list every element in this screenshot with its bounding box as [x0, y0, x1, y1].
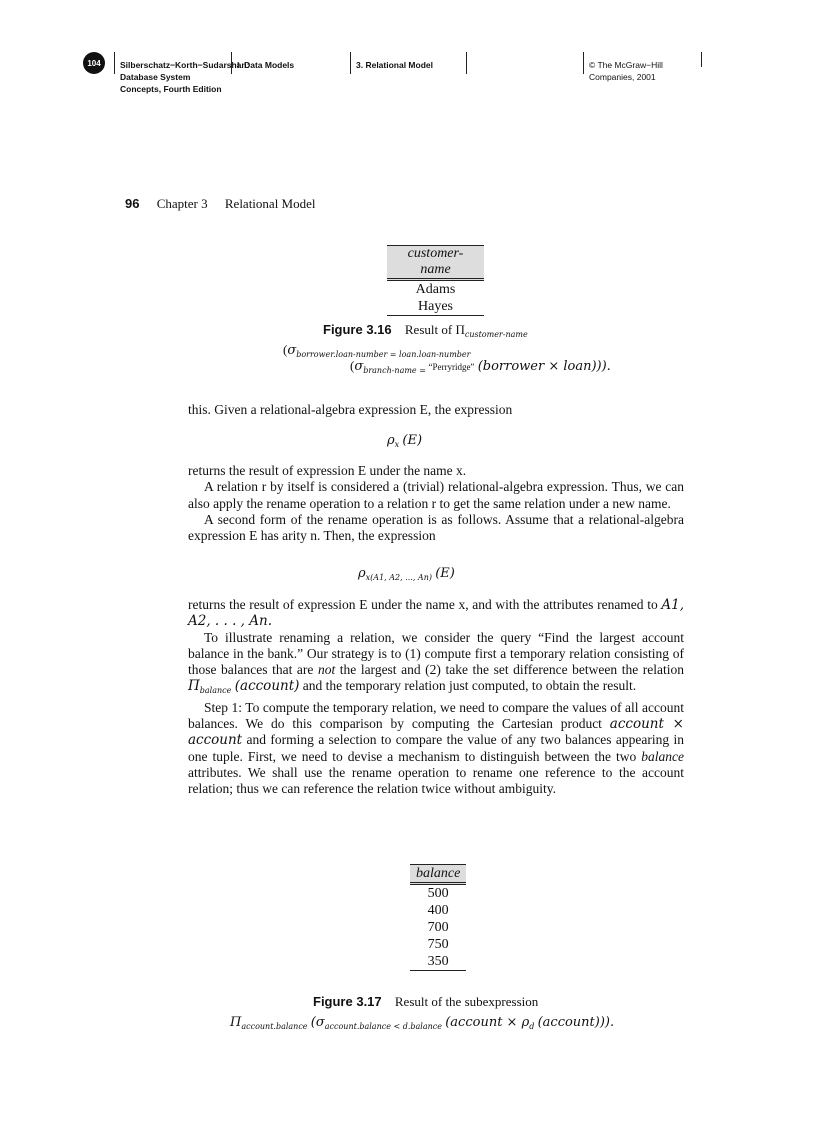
table-cell: 700 [427, 920, 449, 935]
table-cell: Hayes [387, 298, 484, 316]
rho-symbol: ρ [387, 433, 395, 448]
header-edition: Concepts, Fourth Edition [120, 84, 222, 94]
text-run: and the temporary relation just computed, to obtain the result. [299, 678, 637, 694]
header-book-info [114, 52, 250, 94]
page-badge: 104 [83, 52, 105, 74]
expression-rest: (borrower × loan))). [477, 359, 611, 374]
selection-constant: “Perryridge” [428, 362, 475, 372]
text-run: Step 1: To compute the temporary relation, we need to compare the values of all account balances. We do this comparison by computing the Cartesian product [188, 699, 684, 732]
emphasis: balance [641, 748, 684, 764]
table-cell: 350 [410, 953, 466, 971]
caption-text: Result of the subexpression [394, 994, 539, 1009]
paragraph-text: A relation r by itself is considered a (trivial) relational-algebra expression. Thus, we can also apply the rename operation to a relation r to get the same relation under a new name. [188, 479, 684, 511]
rho-argument: (E) [435, 566, 455, 581]
pi-subscript: account.balance [241, 1022, 308, 1031]
column-header: customer-name [387, 246, 484, 280]
rho-argument: (E) [402, 433, 423, 448]
header-part: I. Data Models [231, 52, 349, 74]
paren: ( [350, 358, 355, 373]
paragraph-text [188, 700, 684, 798]
figure-3-16-caption [323, 322, 528, 339]
text-run: and forming a selection to compare the value of any two balances appearing in one tuple. First, we need to devise a mechanism to distinguish between the two [188, 732, 684, 764]
header-copyright [583, 52, 699, 82]
column-header: balance [410, 865, 466, 884]
rho-subscript: d [529, 1022, 535, 1031]
header-authors: Silberschatz−Korth−Sudarshan: [120, 60, 250, 70]
paragraph-text: this. Given a relational-algebra expression E, the expression [188, 402, 513, 417]
header-blank [466, 52, 582, 74]
table-cell: 500 [427, 886, 449, 901]
selection-predicate: borrower.loan-number = loan.loan-number [296, 350, 471, 359]
customer-name-table [387, 245, 484, 316]
sigma-symbol: (σ [310, 1015, 325, 1030]
text-run: the largest and (2) take the set difference between the relation [335, 662, 684, 678]
pi-subscript: balance [199, 686, 232, 696]
table-cell: 750 [427, 937, 449, 952]
expression-rest: (account × ρ [445, 1015, 530, 1030]
figure-3-17-expr [230, 1014, 614, 1031]
copyright-line2: Companies, 2001 [589, 72, 656, 82]
rho-subscript: x [394, 440, 400, 449]
copyright-line1: © The McGraw−Hill [589, 60, 663, 70]
text-run: To illustrate renaming a relation, we consider the query “Find the largest account balance in the bank.” Our strategy is to (1) compute first a temporary relation consisting of those balances that are [188, 629, 684, 678]
figure-3-16-expr-line2 [350, 358, 611, 375]
running-chapter: Chapter 3 [156, 196, 208, 211]
pi-argument: (account) [234, 678, 300, 695]
table-cell: Adams [415, 282, 456, 297]
paren: ( [283, 342, 288, 357]
equation-2 [358, 565, 455, 582]
paragraph-text: A second form of the rename operation is as follows. Assume that a relational-algebra expression E has arity n. Then, the expression [188, 511, 684, 544]
paragraph-text: returns the result of expression E under the name x. [188, 463, 467, 478]
figure-label: Figure 3.17 [313, 994, 382, 1009]
paragraph-1 [188, 402, 684, 418]
caption-subscript: customer-name [464, 330, 528, 339]
equation-1 [387, 432, 422, 449]
pi-symbol: Π [188, 678, 200, 695]
paragraph-text [188, 597, 684, 630]
running-head [125, 196, 316, 212]
caption-text: Result of Π [404, 322, 465, 337]
math-run: account × account [188, 716, 684, 749]
selection-predicate: branch-name = [363, 366, 429, 375]
header-divider [701, 52, 702, 67]
paragraph-block-3 [188, 597, 684, 798]
page-header [0, 52, 816, 112]
paragraph-text [188, 630, 684, 700]
paragraph-block-2 [188, 463, 684, 544]
expression-rest: (account))). [537, 1015, 615, 1030]
figure-3-17-caption [313, 994, 538, 1010]
header-chapter: 3. Relational Model [350, 52, 466, 74]
header-book-title: Database System [120, 72, 191, 82]
sigma-symbol: σ [354, 359, 364, 374]
selection-predicate: account.balance < d.balance [324, 1022, 442, 1031]
text-run: attributes. We shall use the rename operation to rename one reference to the account relation; thus we can reference the relation twice without ambiguity. [188, 764, 684, 797]
sigma-symbol: σ [287, 343, 297, 358]
running-title: Relational Model [224, 196, 316, 211]
pi-symbol: Π [230, 1015, 242, 1030]
figure-label: Figure 3.16 [323, 322, 392, 337]
figure-3-16-expr-line1 [283, 342, 470, 359]
math-run: A1, A2, . . . , An. [188, 597, 684, 630]
rho-subscript: x(A1, A2, ..., An) [365, 573, 432, 582]
rho-symbol: ρ [358, 566, 366, 581]
page-number: 96 [125, 196, 140, 211]
text-run: returns the result of expression E under the name x, and with the attributes renamed to [188, 597, 662, 612]
table-cell: 400 [427, 903, 449, 918]
emphasis: not [317, 662, 336, 678]
balance-table [410, 864, 466, 971]
